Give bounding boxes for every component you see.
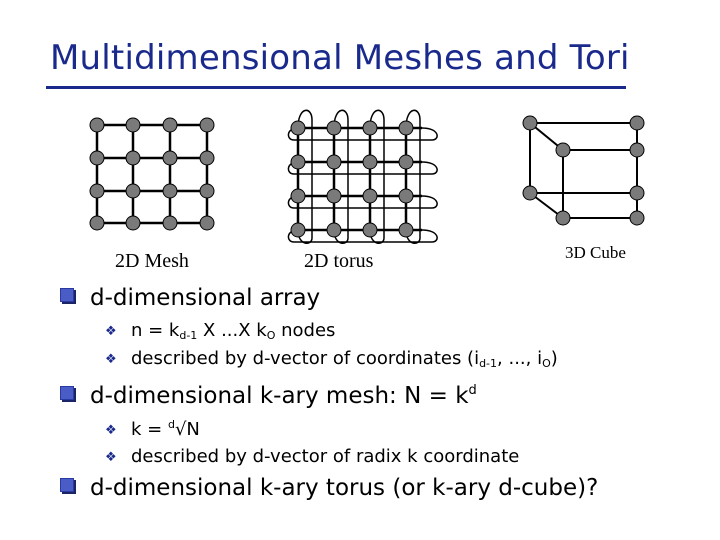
sub-bullet-radix: ❖ described by d-vector of radix k coordinate xyxy=(105,446,520,467)
diamond-bullet-icon: ❖ xyxy=(105,450,117,465)
cube-3d-diagram xyxy=(515,108,660,233)
title-underline xyxy=(46,86,626,89)
torus-2d-diagram xyxy=(282,100,442,248)
bullet-k-ary-torus xyxy=(60,475,598,501)
diamond-bullet-icon: ❖ xyxy=(105,352,117,367)
bullet-text: d-dimensional k-ary torus (or k-ary d-cube)? xyxy=(90,475,599,501)
bullet-d-dimensional-array xyxy=(60,285,320,311)
sub-bullet-node-count: ❖ $n = k_{d-1}$ X ...X $k_O$ nodes xyxy=(105,320,336,342)
bullet-marker-icon xyxy=(60,478,74,492)
bullet-k-ary-mesh: d-dimensional k-ary mesh: $N = k^d$ xyxy=(60,383,477,409)
diamond-bullet-icon: ❖ xyxy=(105,423,117,438)
cube-caption: 3D Cube xyxy=(565,243,626,262)
sub-bullet-coordinates: ❖ described by d-vector of coordinates ($i_{d-1}$, ..., $i_O$) xyxy=(105,348,558,370)
diamond-bullet-icon: ❖ xyxy=(105,324,117,339)
bullet-marker-icon xyxy=(60,288,74,302)
slide-title: Multidimensional Meshes and Tori xyxy=(50,38,630,78)
bullet-marker-icon xyxy=(60,386,74,400)
bullet-text: d-dimensional array xyxy=(90,285,321,311)
mesh-caption: 2D Mesh xyxy=(115,250,189,272)
sub-bullet-k-root: ❖ k = $^d$√N xyxy=(105,418,200,440)
torus-caption: 2D torus xyxy=(304,250,374,272)
mesh-2d-diagram xyxy=(80,105,230,245)
